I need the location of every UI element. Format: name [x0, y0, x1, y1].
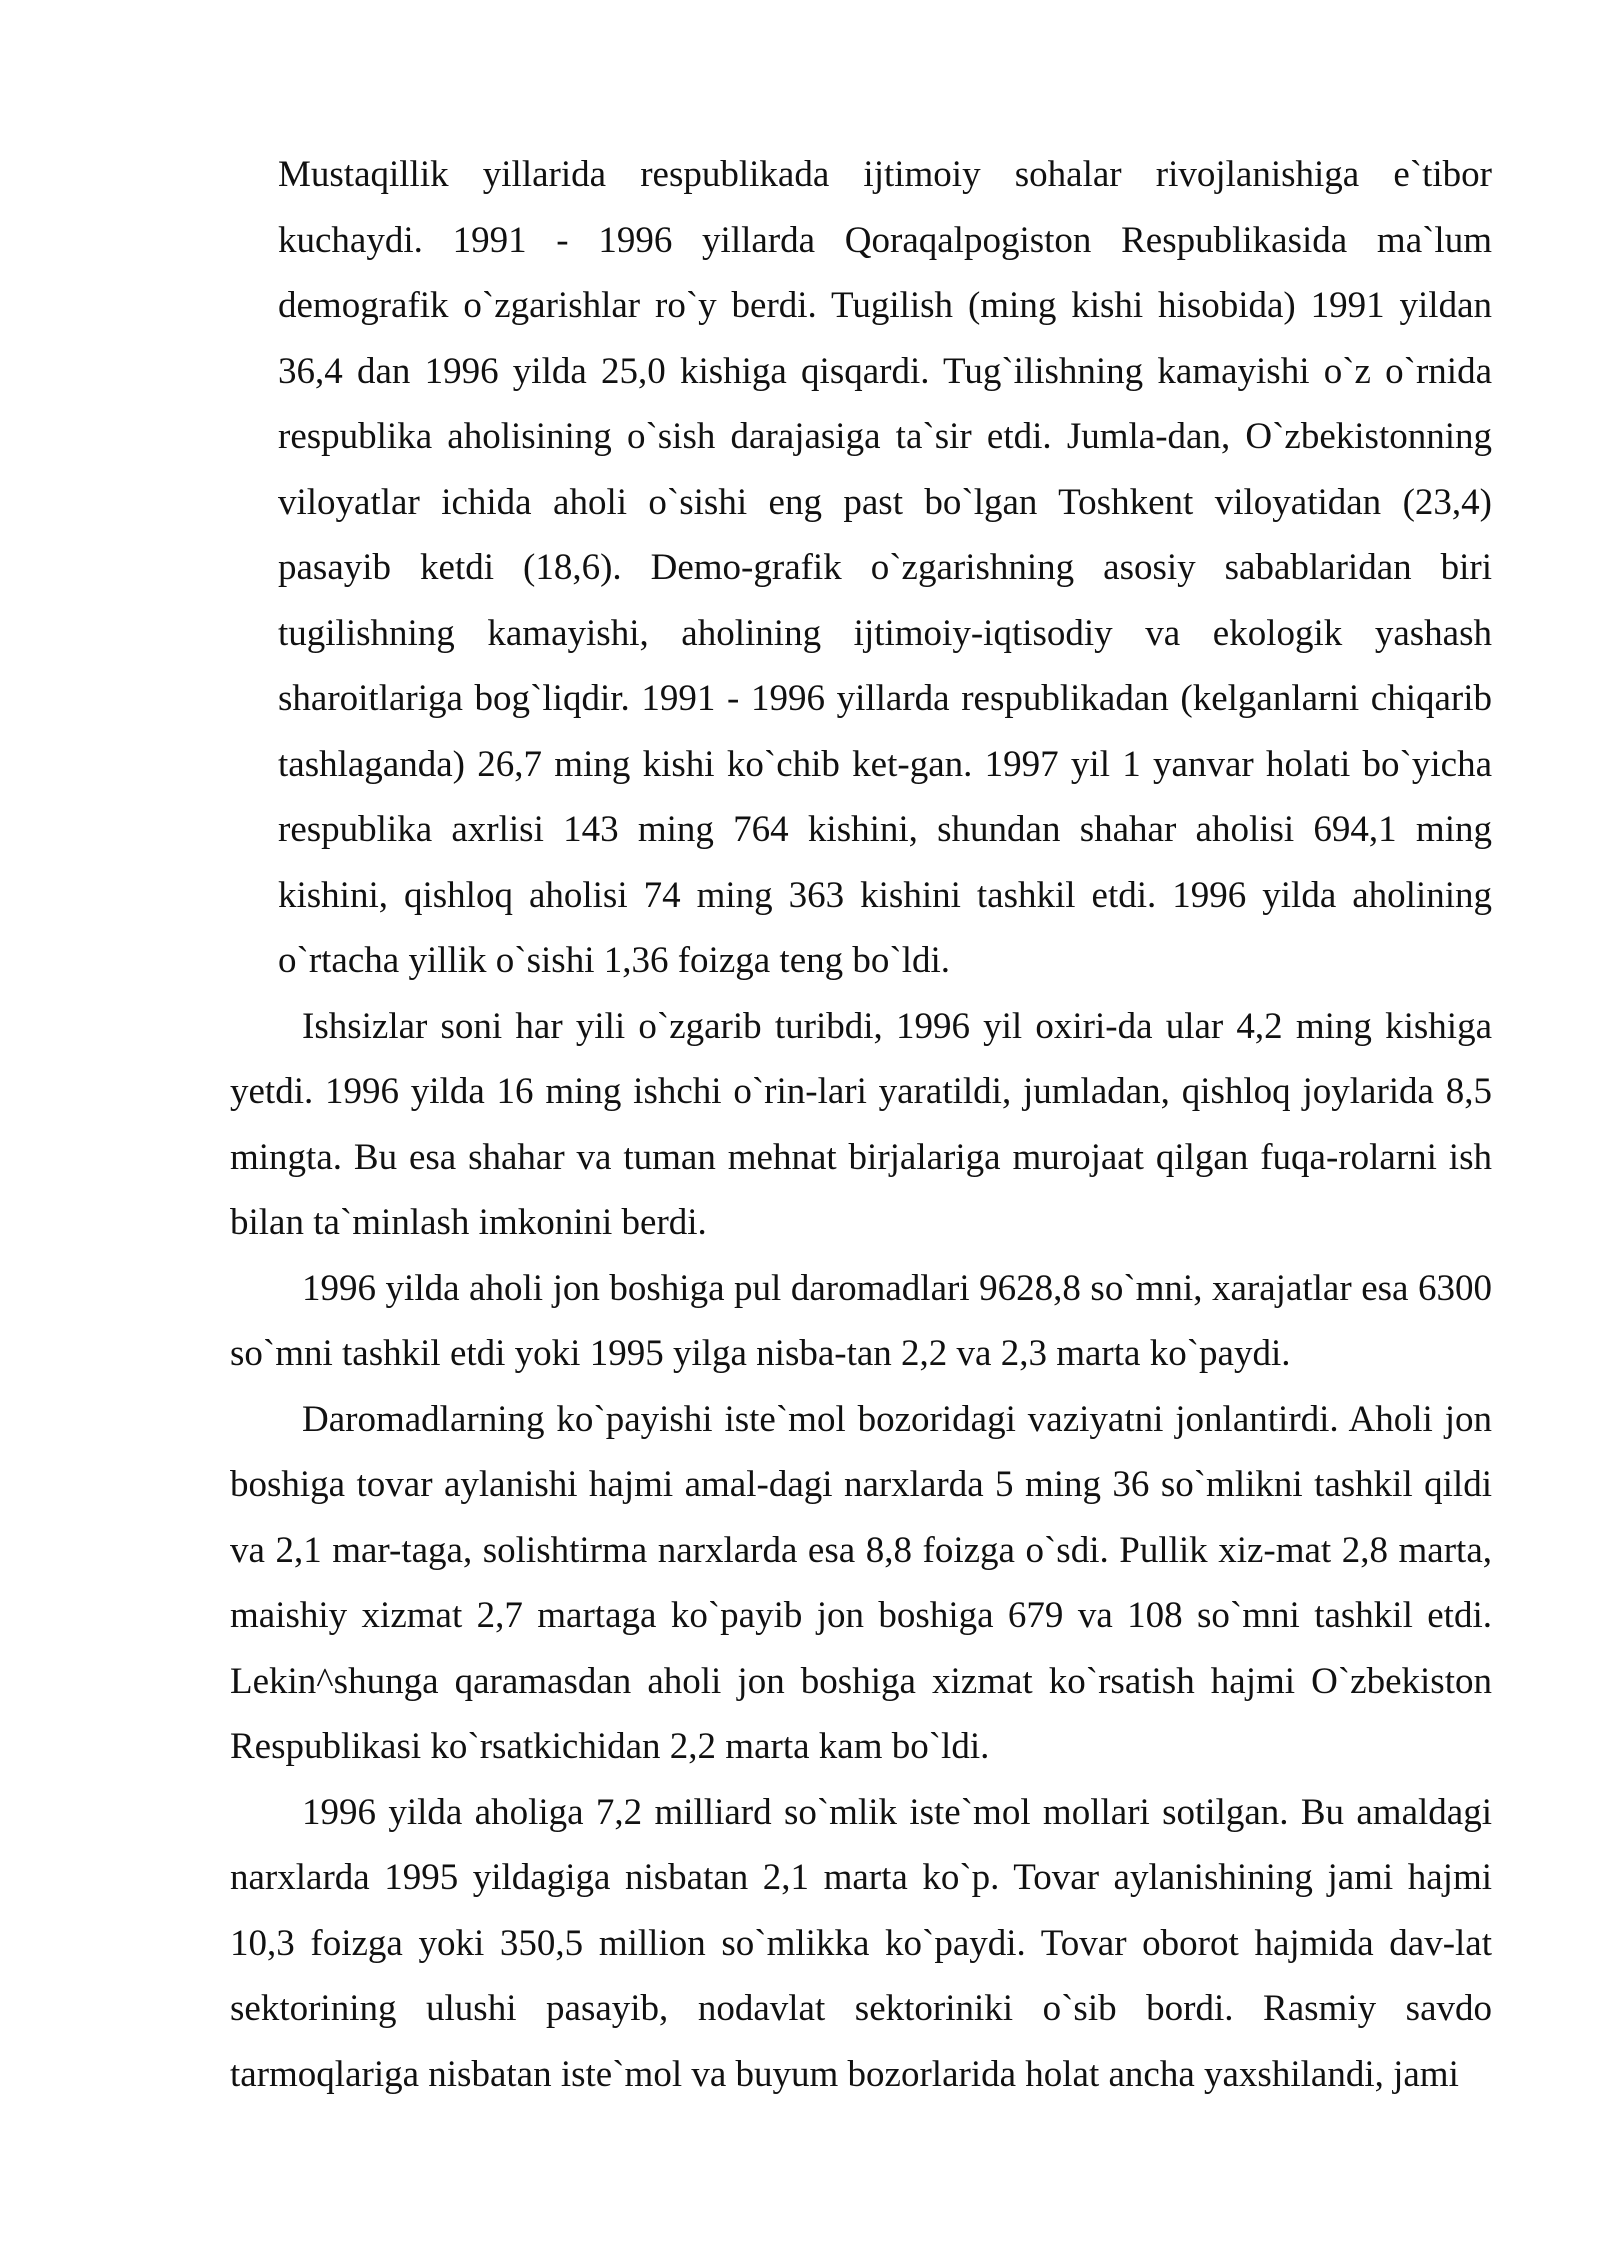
paragraph-income: 1996 yilda aholi jon boshiga pul daromadlari 9628,8 so`mni, xarajatlar esa 6300 so`mni tashkil etdi yoki 1995 yilga nisba-tan 2,2 va 2,3 marta ko`paydi.: [230, 1267, 1492, 1374]
document-page: [230, 142, 1492, 2107]
paragraph-unemployment: Ishsizlar soni har yili o`zgarib turibdi, 1996 yil oxiri-da ular 4,2 ming kishiga yetdi. 1996 yilda 16 ming ishchi o`rin-lari yaratildi, jumladan, qishloq joylarida 8,5 mingta. Bu esa shahar va tuman mehnat birjalariga murojaat qilgan fuqa-rolarni ish bilan ta`minlash imkonini berdi.: [230, 1005, 1492, 1243]
paragraph-consumer-market: Daromadlarning ko`payishi iste`mol bozoridagi vaziyatni jonlantirdi. Aholi jon boshiga tovar aylanishi hajmi amal-dagi narxlarda 5 ming 36 so`mlikni tashkil qildi va 2,1 mar-taga, solishtirma narxlarda esa 8,8 foizga o`sdi. Pullik xiz-mat 2,8 marta, maishiy xizmat 2,7 martaga ko`payib jon boshiga 679 va 108 so`mni tashkil etdi. Lekin^shunga qaramasdan aholi jon boshiga xizmat ko`rsatish hajmi O`zbekiston Respublikasi ko`rsatkichidan 2,2 marta kam bo`ldi.: [230, 1398, 1492, 1767]
paragraph-demography: Mustaqillik yillarida respublikada ijtimoiy sohalar rivojlanishiga e`tibor kuchaydi. 1991 - 1996 yillarda Qoraqalpogiston Respublikasida ma`lum demografik o`zgarishlar ro`y berdi. Tugilish (ming kishi hisobida) 1991 yildan 36,4 dan 1996 yilda 25,0 kishiga qisqardi. Tug`ilishning kamayishi o`z o`rnida respublika aholisining o`sish darajasiga ta`sir etdi. Jumla-dan, O`zbekistonning viloyatlar ichida aholi o`sishi eng past bo`lgan Toshkent viloyatidan (23,4) pasayib ketdi (18,6). Demo-grafik o`zgarishning asosiy sabablaridan biri tugilishning kamayishi, aholining ijtimoiy-iqtisodiy va ekologik yashash sharoitlariga bog`liqdir. 1991 - 1996 yillarda respublikadan (kelganlarni chiqarib tashlaganda) 26,7 ming kishi ko`chib ket-gan. 1997 yil 1 yanvar holati bo`yicha respublika axrlisi 143 ming 764 kishini, shundan shahar aholisi 694,1 ming kishini, qishloq aholisi 74 ming 363 kishini tashkil etdi. 1996 yilda aholining o`rtacha yillik o`sishi 1,36 foizga teng bo`ldi.: [278, 154, 1492, 981]
paragraph-trade: 1996 yilda aholiga 7,2 milliard so`mlik iste`mol mollari sotilgan. Bu amaldagi narxlarda 1995 yildagiga nisbatan 2,1 marta ko`p. Tovar aylanishining jami hajmi 10,3 foizga yoki 350,5 million so`mlikka ko`paydi. Tovar oborot hajmida dav-lat sektorining ulushi pasayib, nodavlat sektoriniki o`sib bordi. Rasmiy savdo tarmoqlariga nisbatan iste`mol va buyum bozorlarida holat ancha yaxshilandi, jami: [230, 1791, 1492, 2095]
